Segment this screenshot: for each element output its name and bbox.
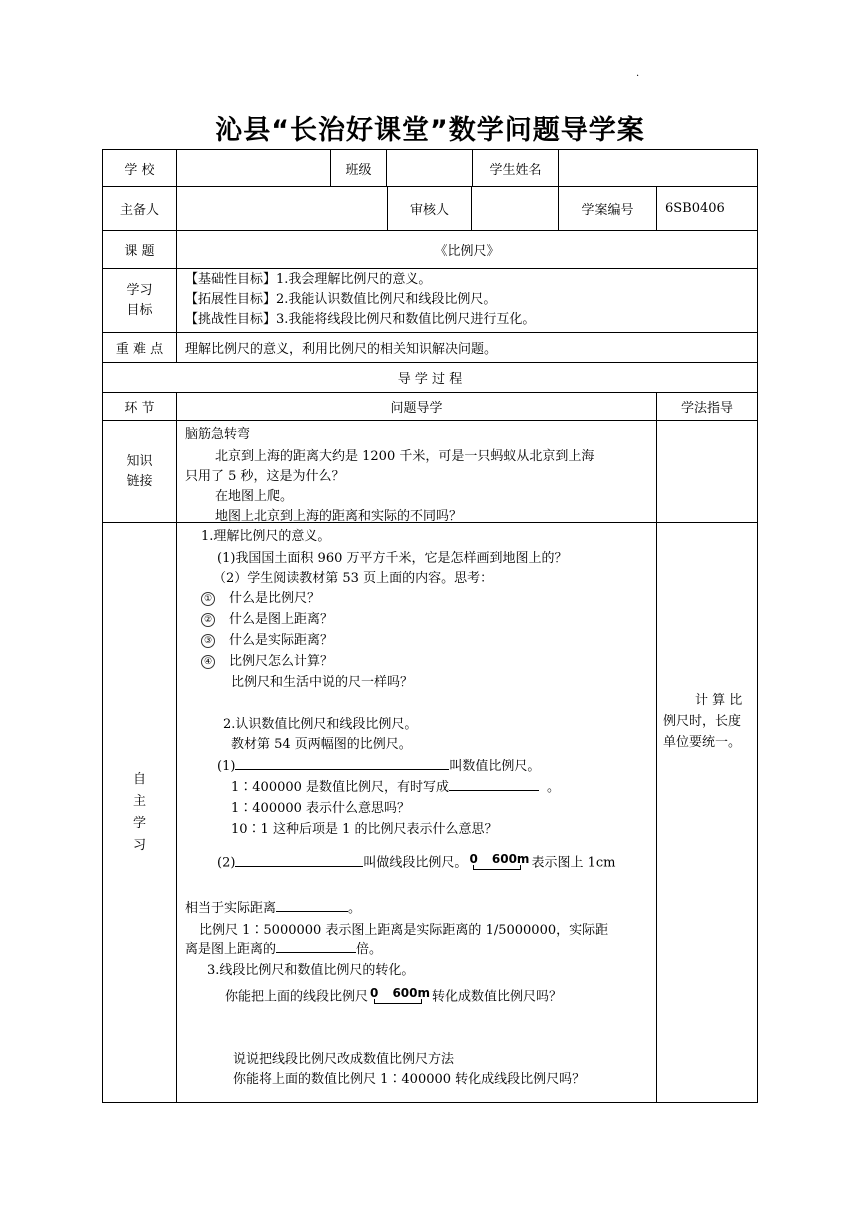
section-2-title: 2.认识数值比例尺和线段比例尺。 (223, 717, 418, 732)
reviewer-label: 审核人 (387, 187, 471, 230)
class-field[interactable] (386, 150, 472, 186)
school-field[interactable] (176, 150, 330, 186)
topic-value: 《比例尺》 (176, 231, 757, 268)
think-item-2-text: 什么是图上距离？ (229, 612, 334, 627)
convert-numeric-scale-question: 你能将上面的数值比例尺 1∶400000 转化成线段比例尺吗？ (233, 1072, 586, 1087)
self-study-method (656, 523, 757, 1102)
actual-distance-text: 相当于实际距离 (185, 901, 277, 916)
think-item-3 (201, 629, 333, 648)
corner-mark: . (636, 68, 640, 79)
section-3-title: 3.线段比例尺和数值比例尺的转化。 (207, 963, 415, 978)
section-1-title: 1.理解比例尺的意义。 (201, 529, 331, 544)
knowledge-label-line-2: 链接 (126, 473, 153, 489)
numeric-scale-written-form (231, 776, 560, 795)
method-header: 学法指导 (656, 393, 757, 420)
line-scale-blank[interactable] (235, 854, 363, 867)
school-label: 学 校 (124, 162, 155, 178)
scale-zero-label: 0 (469, 852, 478, 866)
self-study-row (102, 523, 758, 1103)
knowledge-line-1: 北京到上海的距离大约是 1200 千米，可是一只蚂蚁从北京到上海 (215, 449, 595, 464)
think-item-4-text: 比例尺怎么计算？ (229, 654, 334, 669)
scale-bar (473, 865, 521, 870)
numeric-scale-definition (217, 755, 540, 774)
ratio-explanation-end: 倍。 (356, 942, 383, 957)
numeric-scale-written-text: 1∶400000 是数值比例尺，有时写成 (231, 780, 450, 795)
page-title: 沁县“长治好课堂”数学问题导学案 (215, 115, 645, 146)
think-item-3-text: 什么是实际距离？ (229, 633, 334, 648)
header-row-2 (102, 187, 758, 231)
numeric-scale-blank[interactable] (235, 757, 449, 770)
self-study-label-4: 习 (132, 837, 146, 853)
section-1-question-1: (1)我国国土面积 960 万平方千米，它是怎样画到地图上的？ (217, 551, 568, 566)
key-points-row (102, 333, 758, 363)
think-item-2 (201, 608, 333, 627)
knowledge-label-line-1: 知识 (126, 453, 153, 469)
knowledge-line-3: 在地图上爬。 (215, 489, 294, 504)
line-scale-definition (217, 853, 615, 874)
think-item-4 (201, 650, 333, 669)
column-header-row (102, 393, 758, 421)
key-points-text: 理解比例尺的意义，利用比例尺的相关知识解决问题。 (176, 333, 757, 362)
written-form-period: 。 (547, 780, 561, 795)
knowledge-method (656, 421, 757, 522)
self-study-label-1: 自 (132, 771, 146, 787)
class-label: 班级 (330, 150, 386, 186)
section-1-question-2: （2）学生阅读教材第 53 页上面的内容。思考： (213, 571, 494, 586)
line-scale-suffix: 表示图上 1cm (531, 855, 616, 871)
preparer-field[interactable] (176, 187, 387, 230)
actual-distance-blank[interactable] (276, 899, 348, 912)
goals-label-line-1: 学习 (126, 282, 153, 298)
process-heading-row (102, 363, 758, 393)
convert-line-scale-question (225, 987, 562, 1008)
think-item-1-text: 什么是比例尺？ (229, 591, 321, 606)
topic-label: 课 题 (124, 244, 155, 259)
goal-challenge: 【挑战性目标】3.我能将线段比例尺和数值比例尺进行互化。 (185, 312, 536, 327)
numeric-scale-prefix: (1) (217, 759, 236, 774)
scale-end-label: 600m (491, 852, 530, 866)
circled-number-1: ① (201, 592, 215, 606)
self-study-label-2: 主 (132, 793, 146, 809)
actual-distance-line (185, 897, 361, 916)
header-row-1 (102, 149, 758, 187)
scale-zero-label-2: 0 (370, 986, 379, 1000)
convert-prefix: 你能把上面的线段比例尺 (225, 989, 369, 1005)
numeric-scale-meaning-question: 1∶400000 表示什么意思吗？ (231, 801, 411, 816)
topic-row (102, 231, 758, 269)
scale-end-label-2: 600m (392, 986, 431, 1000)
self-study-label (103, 523, 176, 1102)
section-2-intro: 教材第 54 页两幅图的比例尺。 (231, 737, 412, 752)
line-scale-figure (469, 853, 529, 873)
stage-header: 环 节 (124, 401, 155, 416)
brain-teaser-title: 脑筋急转弯 (185, 427, 251, 442)
line-scale-mid: 叫做线段比例尺。 (363, 855, 468, 871)
preparer-label: 主备人 (119, 203, 159, 218)
guide-header: 问题导学 (176, 393, 656, 420)
reviewer-field[interactable] (471, 187, 558, 230)
method-tip-line-1: 计 算 比 (695, 693, 743, 708)
key-points-label: 重 难 点 (115, 342, 164, 357)
circled-number-3: ③ (201, 634, 215, 648)
goals-label-line-2: 目标 (126, 302, 153, 318)
ratio-explanation-text: 离是图上距离的 (185, 942, 277, 957)
student-name-field[interactable] (558, 150, 757, 186)
numeric-scale-suffix: 叫数值比例尺。 (449, 759, 541, 774)
circled-number-4: ④ (201, 655, 215, 669)
goals-content (176, 269, 757, 332)
method-tip-line-3: 单位要统一。 (663, 735, 742, 750)
student-name-label: 学生姓名 (472, 150, 558, 186)
goals-label (103, 269, 176, 332)
self-study-content (176, 523, 656, 1102)
line-scale-figure-2 (370, 987, 430, 1007)
method-tip-line-2: 例尺时，长度 (663, 714, 742, 729)
think-item-1 (201, 587, 320, 606)
knowledge-content (176, 421, 656, 522)
plan-code-value: 6SB0406 (656, 187, 757, 230)
convert-suffix: 转化成数值比例尺吗？ (432, 989, 563, 1005)
ruler-comparison-question: 比例尺和生活中说的尺一样吗？ (231, 675, 414, 690)
knowledge-label (103, 421, 176, 522)
self-study-label-3: 学 (132, 815, 146, 831)
scale-bar-2 (374, 999, 422, 1004)
knowledge-line-2: 只用了 5 秒，这是为什么？ (185, 469, 345, 484)
goal-extended: 【拓展性目标】2.我能认识数值比例尺和线段比例尺。 (185, 292, 497, 307)
circled-number-2: ② (201, 613, 215, 627)
written-form-blank[interactable] (449, 778, 539, 791)
ten-to-one-question: 10∶1 这种后项是 1 的比例尺表示什么意思？ (231, 822, 498, 837)
line-scale-prefix: (2) (217, 855, 236, 871)
knowledge-row (102, 421, 758, 523)
ratio-explanation-line-2 (185, 938, 382, 957)
multiple-blank[interactable] (276, 940, 356, 953)
process-heading: 导 学 过 程 (397, 372, 463, 387)
actual-distance-period: 。 (348, 901, 362, 916)
conversion-method-prompt: 说说把线段比例尺改成数值比例尺方法 (233, 1052, 455, 1067)
goal-basic: 【基础性目标】1.我会理解比例尺的意义。 (185, 272, 432, 287)
plan-code-label: 学案编号 (558, 187, 656, 230)
knowledge-line-4: 地图上北京到上海的距离和实际的不同吗？ (215, 509, 463, 524)
ratio-explanation-line-1: 比例尺 1∶5000000 表示图上距离是实际距离的 1/5000000，实际距 (199, 923, 609, 938)
goals-row (102, 269, 758, 333)
